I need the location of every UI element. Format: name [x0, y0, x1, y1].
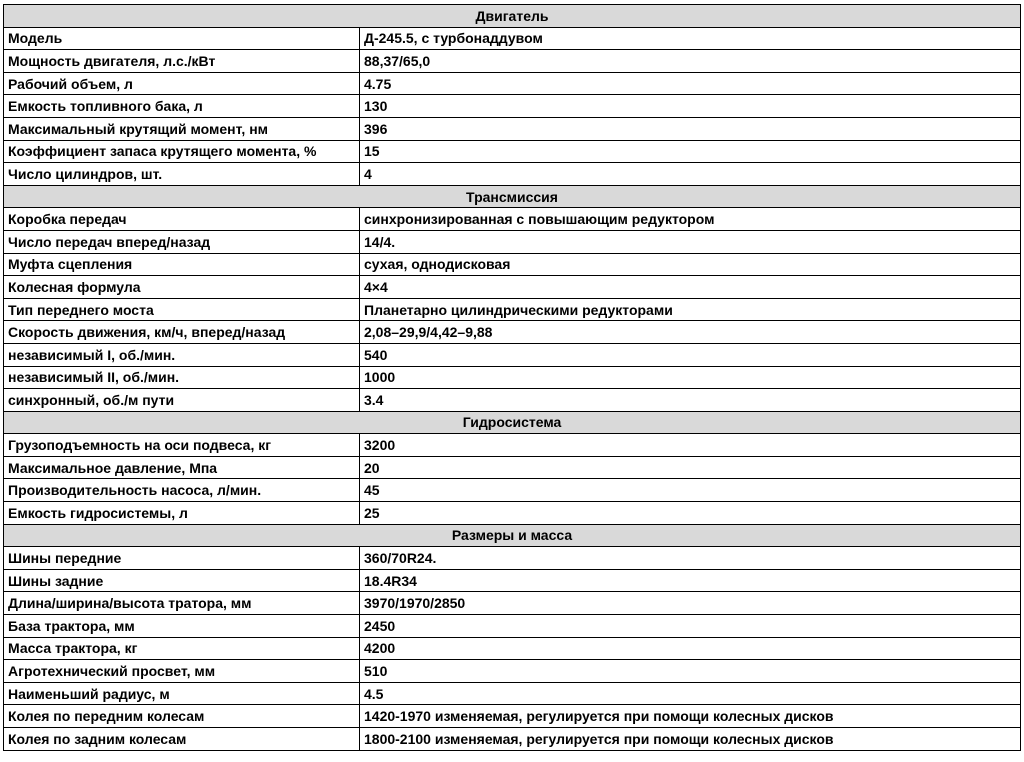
spec-label: База трактора, мм: [4, 615, 360, 638]
spec-row: [4, 389, 1021, 412]
spec-row: [4, 163, 1021, 186]
spec-row: [4, 592, 1021, 615]
spec-value: 15: [360, 140, 1021, 163]
spec-row: [4, 660, 1021, 683]
spec-value: 14/4.: [360, 230, 1021, 253]
spec-label: Мощность двигателя, л.с./кВт: [4, 50, 360, 73]
spec-value: 4×4: [360, 276, 1021, 299]
spec-value: 2,08–29,9/4,42–9,88: [360, 321, 1021, 344]
spec-label: независимый II, об./мин.: [4, 366, 360, 389]
spec-value: синхронизированная с повышающим редуктором: [360, 208, 1021, 231]
spec-row: [4, 682, 1021, 705]
spec-value: 396: [360, 117, 1021, 140]
spec-label: Коэффициент запаса крутящего момента, %: [4, 140, 360, 163]
section-header-row: [4, 524, 1021, 547]
spec-row: [4, 276, 1021, 299]
spec-row: [4, 615, 1021, 638]
section-header-row: [4, 5, 1021, 28]
section-title: Размеры и масса: [4, 524, 1021, 547]
spec-value: 18.4R34: [360, 569, 1021, 592]
spec-value: 20: [360, 456, 1021, 479]
spec-row: [4, 72, 1021, 95]
spec-label: Шины передние: [4, 547, 360, 570]
spec-value: 130: [360, 95, 1021, 118]
spec-label: Производительность насоса, л/мин.: [4, 479, 360, 502]
spec-row: [4, 705, 1021, 728]
spec-row: [4, 50, 1021, 73]
spec-label: Емкость гидросистемы, л: [4, 502, 360, 525]
spec-value: 3.4: [360, 389, 1021, 412]
spec-value: 3200: [360, 434, 1021, 457]
spec-label: Колесная формула: [4, 276, 360, 299]
spec-row: [4, 298, 1021, 321]
section-title: Трансмиссия: [4, 185, 1021, 208]
spec-row: [4, 456, 1021, 479]
spec-label: Наименьший радиус, м: [4, 682, 360, 705]
spec-row: [4, 95, 1021, 118]
spec-value: 3970/1970/2850: [360, 592, 1021, 615]
spec-value: 25: [360, 502, 1021, 525]
spec-value: 4.75: [360, 72, 1021, 95]
spec-row: [4, 434, 1021, 457]
spec-row: [4, 321, 1021, 344]
spec-value: 4200: [360, 637, 1021, 660]
spec-value: 360/70R24.: [360, 547, 1021, 570]
section-header-row: [4, 185, 1021, 208]
spec-label: Максимальное давление, Мпа: [4, 456, 360, 479]
spec-row: [4, 728, 1021, 751]
spec-table-body: [4, 5, 1021, 751]
spec-value: 2450: [360, 615, 1021, 638]
spec-value: 4: [360, 163, 1021, 186]
spec-value: 45: [360, 479, 1021, 502]
spec-label: синхронный, об./м пути: [4, 389, 360, 412]
spec-label: Агротехнический просвет, мм: [4, 660, 360, 683]
spec-label: Грузоподъемность на оси подвеса, кг: [4, 434, 360, 457]
spec-value: 1000: [360, 366, 1021, 389]
spec-label: независимый I, об./мин.: [4, 343, 360, 366]
spec-label: Колея по задним колесам: [4, 728, 360, 751]
spec-value: 1420-1970 изменяемая, регулируется при помощи колесных дисков: [360, 705, 1021, 728]
spec-row: [4, 366, 1021, 389]
spec-value: Д-245.5, с турбонаддувом: [360, 27, 1021, 50]
spec-label: Скорость движения, км/ч, вперед/назад: [4, 321, 360, 344]
spec-label: Максимальный крутящий момент, нм: [4, 117, 360, 140]
spec-row: [4, 637, 1021, 660]
spec-value: 1800-2100 изменяемая, регулируется при помощи колесных дисков: [360, 728, 1021, 751]
spec-value: 510: [360, 660, 1021, 683]
spec-value: Планетарно цилиндрическими редукторами: [360, 298, 1021, 321]
section-title: Гидросистема: [4, 411, 1021, 434]
spec-table: [3, 4, 1021, 751]
spec-label: Модель: [4, 27, 360, 50]
spec-row: [4, 117, 1021, 140]
spec-row: [4, 27, 1021, 50]
spec-row: [4, 479, 1021, 502]
spec-value: 4.5: [360, 682, 1021, 705]
spec-value: сухая, однодисковая: [360, 253, 1021, 276]
spec-value: 88,37/65,0: [360, 50, 1021, 73]
spec-label: Длина/ширина/высота тратора, мм: [4, 592, 360, 615]
spec-row: [4, 502, 1021, 525]
section-header-row: [4, 411, 1021, 434]
spec-row: [4, 140, 1021, 163]
spec-label: Число передач вперед/назад: [4, 230, 360, 253]
spec-label: Число цилиндров, шт.: [4, 163, 360, 186]
spec-label: Муфта сцепления: [4, 253, 360, 276]
spec-row: [4, 208, 1021, 231]
spec-row: [4, 230, 1021, 253]
spec-label: Рабочий объем, л: [4, 72, 360, 95]
spec-label: Шины задние: [4, 569, 360, 592]
spec-row: [4, 343, 1021, 366]
spec-label: Коробка передач: [4, 208, 360, 231]
spec-row: [4, 547, 1021, 570]
spec-row: [4, 569, 1021, 592]
spec-value: 540: [360, 343, 1021, 366]
spec-label: Тип переднего моста: [4, 298, 360, 321]
spec-label: Колея по передним колесам: [4, 705, 360, 728]
spec-label: Емкость топливного бака, л: [4, 95, 360, 118]
spec-label: Масса трактора, кг: [4, 637, 360, 660]
spec-row: [4, 253, 1021, 276]
section-title: Двигатель: [4, 5, 1021, 28]
